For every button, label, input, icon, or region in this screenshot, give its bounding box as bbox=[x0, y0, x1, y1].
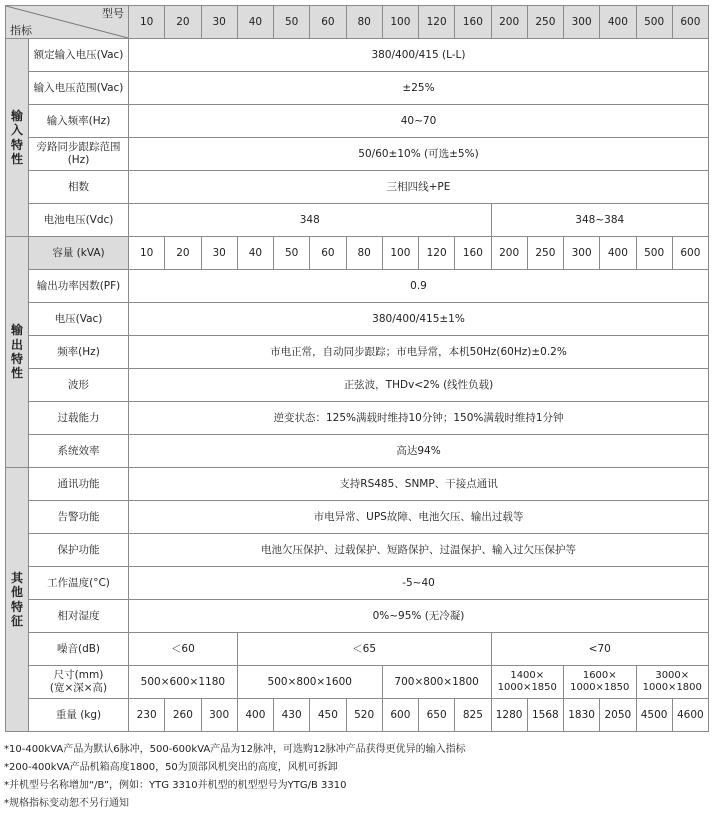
row-label: 通讯功能 bbox=[29, 468, 129, 501]
battery-voltage-a: 348 bbox=[129, 204, 492, 237]
table-row bbox=[6, 435, 709, 468]
table-row bbox=[6, 468, 709, 501]
weight-cell: 430 bbox=[274, 699, 310, 732]
size-line: 3000× bbox=[655, 670, 690, 681]
category-char: 征 bbox=[10, 613, 23, 628]
weight-cell: 2050 bbox=[600, 699, 636, 732]
row-label: 噪音(dB) bbox=[29, 633, 129, 666]
row-label: 告警功能 bbox=[29, 501, 129, 534]
table-row bbox=[6, 204, 709, 237]
capacity-cell: 100 bbox=[382, 237, 418, 270]
size-cell: 500×800×1600 bbox=[237, 666, 382, 699]
row-value: ±25% bbox=[129, 72, 709, 105]
table-row bbox=[6, 237, 709, 270]
row-value: 电池欠压保护、过载保护、短路保护、过温保护、输入过欠压保护等 bbox=[129, 534, 709, 567]
table-row bbox=[6, 633, 709, 666]
capacity-cell: 120 bbox=[419, 237, 455, 270]
weight-cell: 1830 bbox=[564, 699, 600, 732]
weight-cell: 400 bbox=[237, 699, 273, 732]
row-value: 三相四线+PE bbox=[129, 171, 709, 204]
size-line: 1400× bbox=[510, 670, 545, 681]
category-char: 性 bbox=[10, 151, 23, 166]
weight-cell: 4500 bbox=[636, 699, 672, 732]
table-row bbox=[6, 666, 709, 699]
model-header-cell: 30 bbox=[201, 6, 237, 39]
size-line: 1000×1800 bbox=[642, 682, 702, 693]
model-header-cell: 250 bbox=[527, 6, 563, 39]
noise-cell: ＜65 bbox=[237, 633, 491, 666]
weight-cell: 4600 bbox=[672, 699, 708, 732]
capacity-cell: 250 bbox=[527, 237, 563, 270]
header-corner-cell bbox=[6, 6, 129, 39]
row-label: 相数 bbox=[29, 171, 129, 204]
weight-cell: 450 bbox=[310, 699, 346, 732]
header-row bbox=[6, 6, 709, 39]
table-row bbox=[6, 534, 709, 567]
capacity-cell: 300 bbox=[564, 237, 600, 270]
row-value: 380/400/415 (L-L) bbox=[129, 39, 709, 72]
size-cell: 700×800×1800 bbox=[382, 666, 491, 699]
capacity-cell: 40 bbox=[237, 237, 273, 270]
category-char: 输 bbox=[10, 323, 23, 338]
row-label: 电池电压(Vdc) bbox=[29, 204, 129, 237]
footnote: *10-400kVA产品为默认6脉冲，500-600kVA产品为12脉冲，可选购12脉冲产品获得更优异的输入指标 bbox=[4, 744, 466, 755]
size-cell bbox=[491, 666, 564, 699]
weight-cell: 825 bbox=[455, 699, 491, 732]
capacity-cell: 30 bbox=[201, 237, 237, 270]
table-row bbox=[6, 567, 709, 600]
row-value: 正弦波，THDv<2% (线性负载) bbox=[129, 369, 709, 402]
category-char: 出 bbox=[10, 337, 23, 352]
model-header-label: 型号 bbox=[102, 7, 124, 20]
capacity-cell: 500 bbox=[636, 237, 672, 270]
model-header-cell: 160 bbox=[455, 6, 491, 39]
size-cell: 500×600×1180 bbox=[129, 666, 238, 699]
capacity-cell: 160 bbox=[455, 237, 491, 270]
row-value: 0.9 bbox=[129, 270, 709, 303]
row-label: 重量 (kg) bbox=[29, 699, 129, 732]
table-row bbox=[6, 72, 709, 105]
category-other bbox=[6, 468, 29, 732]
weight-cell: 1280 bbox=[491, 699, 527, 732]
footnote: *规格指标变动恕不另行通知 bbox=[4, 798, 129, 809]
row-value: 380/400/415±1% bbox=[129, 303, 709, 336]
table-row bbox=[6, 336, 709, 369]
model-header-cell: 60 bbox=[310, 6, 346, 39]
row-label-line: 旁路同步跟踪范围 bbox=[36, 141, 121, 154]
weight-cell: 650 bbox=[419, 699, 455, 732]
row-label bbox=[29, 666, 129, 699]
weight-cell: 300 bbox=[201, 699, 237, 732]
table-row bbox=[6, 402, 709, 435]
spec-table bbox=[5, 5, 709, 732]
size-line: 1000×1850 bbox=[570, 682, 630, 693]
category-char: 特 bbox=[10, 137, 23, 152]
model-header-cell: 50 bbox=[274, 6, 310, 39]
row-label-line: 尺寸(mm) bbox=[53, 669, 104, 682]
row-label: 额定输入电压(Vac) bbox=[29, 39, 129, 72]
size-line: 1600× bbox=[582, 670, 617, 681]
weight-cell: 260 bbox=[165, 699, 201, 732]
table-row bbox=[6, 171, 709, 204]
category-char: 特 bbox=[10, 599, 23, 614]
model-header-cell: 20 bbox=[165, 6, 201, 39]
row-value: 50/60±10% (可选±5%) bbox=[129, 138, 709, 171]
size-line: 1000×1850 bbox=[497, 682, 557, 693]
row-value: 高达94% bbox=[129, 435, 709, 468]
capacity-cell: 60 bbox=[310, 237, 346, 270]
category-char: 输 bbox=[10, 108, 23, 123]
category-char: 其 bbox=[10, 570, 23, 585]
row-value: 市电正常，自动同步跟踪；市电异常，本机50Hz(60Hz)±0.2% bbox=[129, 336, 709, 369]
row-label: 工作温度(°C) bbox=[29, 567, 129, 600]
model-header-cell: 120 bbox=[419, 6, 455, 39]
category-char: 入 bbox=[10, 123, 23, 138]
capacity-cell: 600 bbox=[672, 237, 708, 270]
table-row bbox=[6, 501, 709, 534]
weight-cell: 520 bbox=[346, 699, 382, 732]
row-label: 波形 bbox=[29, 369, 129, 402]
footnotes bbox=[4, 741, 466, 813]
footnote: *200-400kVA产品机箱高度1800，50为顶部风机突出的高度，风机可拆卸 bbox=[4, 762, 338, 773]
table-row bbox=[6, 270, 709, 303]
row-label: 输出功率因数(PF) bbox=[29, 270, 129, 303]
noise-cell: <70 bbox=[491, 633, 709, 666]
weight-cell: 230 bbox=[129, 699, 165, 732]
table-row bbox=[6, 39, 709, 72]
noise-cell: ＜60 bbox=[129, 633, 238, 666]
table-row bbox=[6, 600, 709, 633]
row-label: 容量 (kVA) bbox=[29, 237, 129, 270]
row-label: 系统效率 bbox=[29, 435, 129, 468]
model-header-cell: 500 bbox=[636, 6, 672, 39]
size-cell bbox=[564, 666, 637, 699]
row-label bbox=[29, 138, 129, 171]
capacity-cell: 50 bbox=[274, 237, 310, 270]
table-row bbox=[6, 699, 709, 732]
size-cell bbox=[636, 666, 709, 699]
spec-header-label: 指标 bbox=[10, 23, 32, 37]
model-header-cell: 80 bbox=[346, 6, 382, 39]
category-output bbox=[6, 237, 29, 468]
capacity-cell: 200 bbox=[491, 237, 527, 270]
table-row bbox=[6, 369, 709, 402]
capacity-cell: 400 bbox=[600, 237, 636, 270]
model-header-cell: 600 bbox=[672, 6, 708, 39]
row-value: 0%~95% (无冷凝) bbox=[129, 600, 709, 633]
table-row bbox=[6, 138, 709, 171]
capacity-cell: 10 bbox=[129, 237, 165, 270]
category-input bbox=[6, 39, 29, 237]
row-label: 保护功能 bbox=[29, 534, 129, 567]
capacity-cell: 80 bbox=[346, 237, 382, 270]
model-header-cell: 400 bbox=[600, 6, 636, 39]
row-value: 40~70 bbox=[129, 105, 709, 138]
row-value: -5~40 bbox=[129, 567, 709, 600]
weight-cell: 1568 bbox=[527, 699, 563, 732]
row-label: 电压(Vac) bbox=[29, 303, 129, 336]
battery-voltage-b: 348~384 bbox=[491, 204, 709, 237]
row-label: 频率(Hz) bbox=[29, 336, 129, 369]
row-value: 逆变状态：125%满载时维持10分钟；150%满载时维持1分钟 bbox=[129, 402, 709, 435]
weight-cell: 600 bbox=[382, 699, 418, 732]
row-label-line: (宽×深×高) bbox=[49, 682, 108, 694]
model-header-cell: 200 bbox=[491, 6, 527, 39]
category-char: 特 bbox=[10, 352, 23, 366]
capacity-cell: 20 bbox=[165, 237, 201, 270]
row-label: 输入频率(Hz) bbox=[29, 105, 129, 138]
row-value: 支持RS485、SNMP、干接点通讯 bbox=[129, 468, 709, 501]
table-row bbox=[6, 105, 709, 138]
model-header-cell: 10 bbox=[129, 6, 165, 39]
category-char: 性 bbox=[10, 366, 23, 381]
row-value: 市电异常、UPS故障、电池欠压、输出过载等 bbox=[129, 501, 709, 534]
row-label: 相对湿度 bbox=[29, 600, 129, 633]
category-char: 他 bbox=[10, 585, 23, 600]
row-label-line: (Hz) bbox=[67, 154, 90, 166]
model-header-cell: 300 bbox=[564, 6, 600, 39]
row-label: 输入电压范围(Vac) bbox=[29, 72, 129, 105]
footnote: *并机型号名称增加“/B”，例如：YTG 3310并机型的机型型号为YTG/B 3310 bbox=[4, 780, 347, 791]
row-label: 过载能力 bbox=[29, 402, 129, 435]
model-header-cell: 100 bbox=[382, 6, 418, 39]
table-row bbox=[6, 303, 709, 336]
model-header-cell: 40 bbox=[237, 6, 273, 39]
